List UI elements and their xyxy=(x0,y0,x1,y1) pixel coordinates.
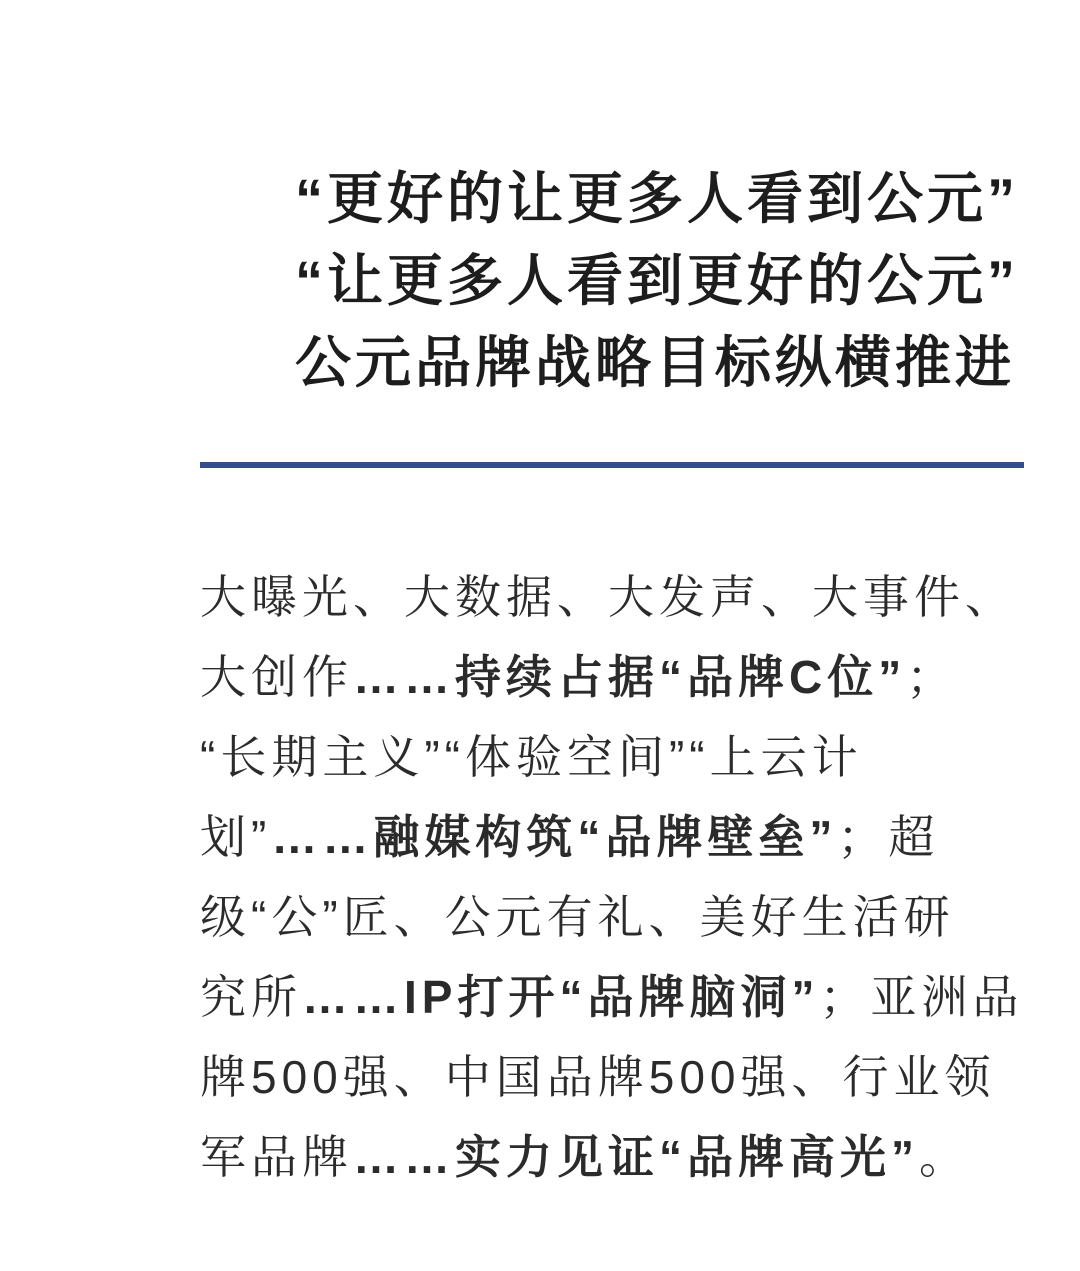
body-text-segment: 大曝光、大数据、大发声、大事件、 xyxy=(200,571,1016,623)
body-line xyxy=(200,557,1080,637)
body-text-segment: 。 xyxy=(919,1131,970,1183)
headline-divider xyxy=(200,462,1024,468)
body-text-segment: 军品牌 xyxy=(200,1131,353,1183)
body-text-segment: 牌500强、中国品牌500强、行业领 xyxy=(200,1051,996,1103)
body-line xyxy=(200,1037,1080,1117)
body-line xyxy=(200,877,1080,957)
body-text-segment: 级“公”匠、公元有礼、美好生活研 xyxy=(200,891,955,943)
body-text-bold-segment: ……实力见证“品牌高光” xyxy=(353,1131,919,1183)
body-line xyxy=(200,797,1080,877)
body-text-segment: ；亚洲品 xyxy=(819,971,1024,1023)
headline-line-1: “更好的让更多人看到公元” xyxy=(295,167,1019,230)
headline-line-2: “让更多人看到更好的公元” xyxy=(295,249,1019,312)
article-headline xyxy=(295,158,1080,404)
body-text-segment: 究所 xyxy=(200,971,302,1023)
body-text-segment: ； xyxy=(906,651,958,703)
body-text-bold-segment: ……持续占据“品牌C位” xyxy=(353,651,907,703)
body-line xyxy=(200,957,1080,1037)
body-text-bold-segment: ……融媒构筑“品牌壁垒” xyxy=(271,811,838,863)
body-text-segment: “长期主义”“体验空间”“上云计 xyxy=(200,731,863,783)
body-line xyxy=(200,1117,1080,1197)
body-paragraph xyxy=(200,557,1080,1197)
body-text-segment: 大创作 xyxy=(200,651,353,703)
headline-line-3: 公元品牌战略目标纵横推进 xyxy=(295,331,1015,394)
body-line xyxy=(200,717,1080,797)
body-line xyxy=(200,637,1080,717)
body-text-segment: ；超 xyxy=(837,811,940,863)
body-text-segment: 划” xyxy=(200,811,272,863)
body-text-bold-segment: ……IP打开“品牌脑洞” xyxy=(302,971,820,1023)
